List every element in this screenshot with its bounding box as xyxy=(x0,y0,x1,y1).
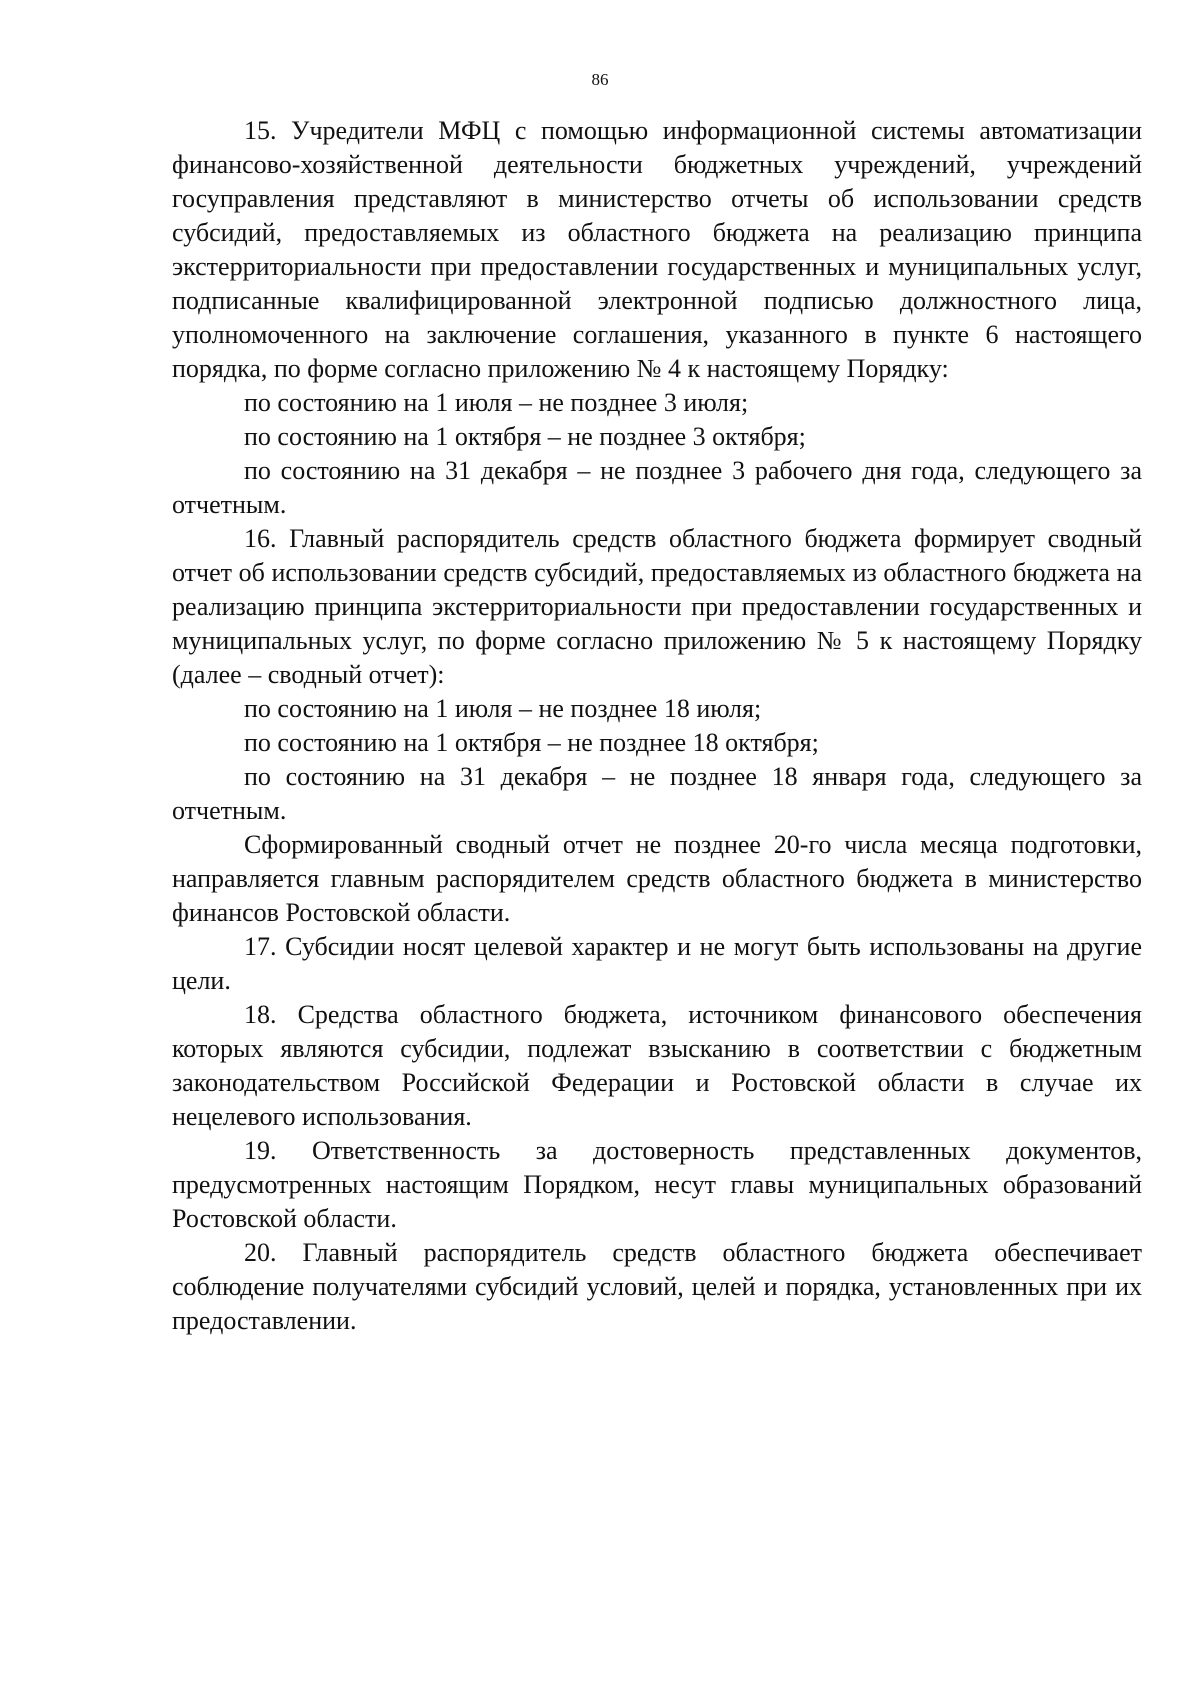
deadline-january-18: по состоянию на 31 декабря – не позднее 18 января года, следующего за отчетным. xyxy=(172,762,1142,825)
paragraph-item-16: 16. Главный распорядитель средств областного бюджета формирует сводный отчет об использовании средств субсидий, предоставляемых из областного бюджета на реализацию принципа экстерриториальности при предоставлении государственных и муниципальных услуг, по форме согласно приложению № 5 к настоящему Порядку (далее – сводный отчет): xyxy=(172,524,1142,689)
deadline-october-3: по состоянию на 1 октября – не позднее 3 октября; xyxy=(244,422,806,451)
paragraph-item-19: 19. Ответственность за достоверность представленных документов, предусмотренных настоящим Порядком, несут главы муниципальных образований Ростовской области. xyxy=(172,1136,1142,1233)
deadline-october-18: по состоянию на 1 октября – не позднее 18 октября; xyxy=(244,728,819,757)
paragraph-item-20: 20. Главный распорядитель средств областного бюджета обеспечивает соблюдение получателями субсидий условий, целей и порядка, установленных при их предоставлении. xyxy=(172,1238,1142,1335)
document-body xyxy=(172,114,1142,1338)
deadline-july-18: по состоянию на 1 июля – не позднее 18 июля; xyxy=(244,694,762,723)
paragraph-item-15: 15. Учредители МФЦ с помощью информационной системы автоматизации финансово-хозяйственной деятельности бюджетных учреждений, учреждений госуправления представляют в министерство отчеты об использовании средств субсидий, предоставляемых из областного бюджета на реализацию принципа экстерриториальности при предоставлении государственных и муниципальных услуг, подписанные квалифицированной электронной подписью должностного лица, уполномоченного на заключение соглашения, указанного в пункте 6 настоящего порядка, по форме согласно приложению № 4 к настоящему Порядку: xyxy=(172,116,1142,383)
page-number: 86 xyxy=(591,70,609,89)
deadline-july-3: по состоянию на 1 июля – не позднее 3 июля; xyxy=(244,388,749,417)
deadline-december-31-report: по состоянию на 31 декабря – не позднее 3 рабочего дня года, следующего за отчетным. xyxy=(172,456,1142,519)
paragraph-item-18: 18. Средства областного бюджета, источником финансового обеспечения которых являются субсидии, подлежат взысканию в соответствии с бюджетным законодательством Российской Федерации и Ростовской области в случае их нецелевого использования. xyxy=(172,1000,1142,1131)
summary-report-paragraph: Сформированный сводный отчет не позднее 20-го числа месяца подготовки, направляется главным распорядителем средств областного бюджета в министерство финансов Ростовской области. xyxy=(172,830,1142,927)
paragraph-item-17: 17. Субсидии носят целевой характер и не могут быть использованы на другие цели. xyxy=(172,932,1142,995)
